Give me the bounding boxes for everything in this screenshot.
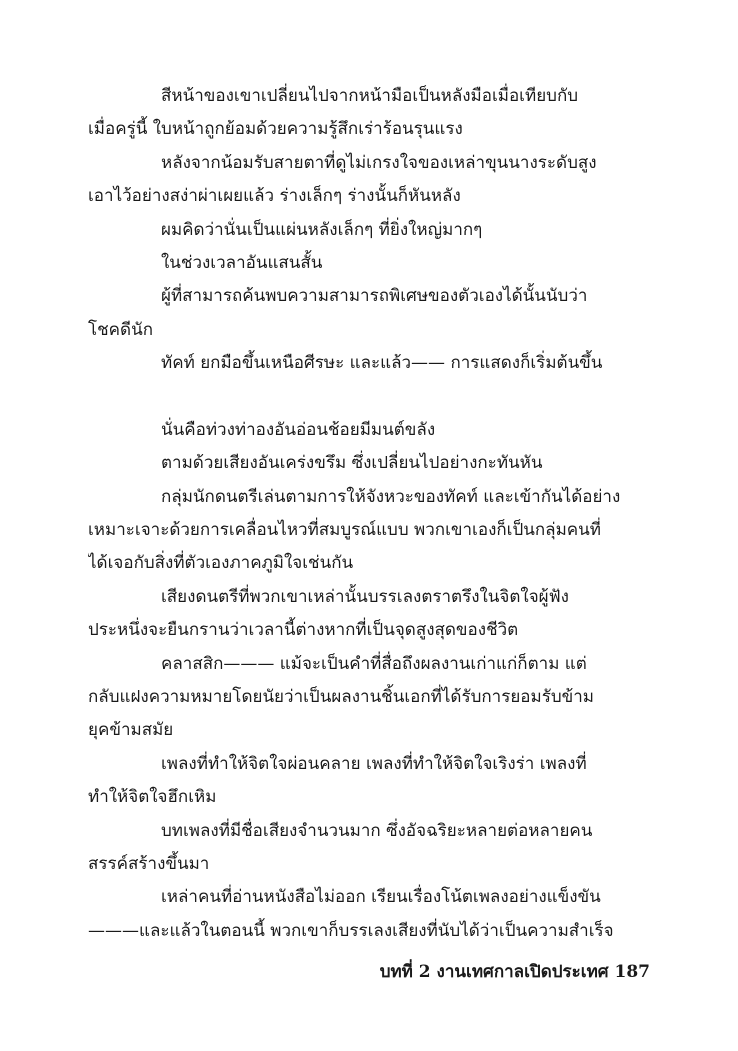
text-line: สรรค์สร้างขึ้นมา — [88, 853, 210, 874]
text-line: เอาไว้อย่างสง่าผ่าเผยแล้ว ร่างเล็กๆ ร่างนั้นก็หันหลัง — [88, 186, 461, 207]
text-line: เสียงดนตรีที่พวกเขาเหล่านั้นบรรเลงตราตรึงในจิตใจผู้ฟัง — [161, 586, 569, 607]
text-line: กลุ่มนักดนตรีเล่นตามการให้จังหวะของทัคท์ และเข้ากันได้อย่าง — [161, 486, 621, 507]
text-line: คลาสสิก——— แม้จะเป็นคำที่สื่อถึงผลงานเก่าแก่ก็ตาม แต่ — [161, 653, 587, 674]
text-line: เมื่อครู่นี้ ใบหน้าถูกย้อมด้วยความรู้สึกเร่าร้อนรุนแรง — [88, 119, 463, 140]
page-footer: บทที่ 2 งานเทศกาลเปิดประเทศ 187 — [379, 962, 650, 982]
page-body — [88, 80, 650, 948]
text-line: ประหนึ่งจะยืนกรานว่าเวลานี้ต่างหากที่เป็นจุดสูงสุดของชีวิต — [88, 620, 519, 641]
text-line: โชคดีนัก — [88, 319, 153, 340]
text-line: ยุคข้ามสมัย — [88, 720, 174, 741]
text-line: ในช่วงเวลาอันแสนสั้น — [161, 252, 323, 273]
text-line: ผู้ที่สามารถค้นพบความสามารถพิเศษของตัวเองได้นั้นนับว่า — [161, 286, 588, 307]
text-line: นั่นคือท่วงท่าองอันอ่อนช้อยมีมนต์ขลัง — [161, 419, 436, 440]
text-line: สีหน้าของเขาเปลี่ยนไปจากหน้ามือเป็นหลังมือเมื่อเทียบกับ — [161, 86, 579, 106]
text-line: ตามด้วยเสียงอันเคร่งขรึม ซึ่งเปลี่ยนไปอย่างกะทันหัน — [161, 453, 543, 474]
blank-line — [88, 381, 650, 414]
text-line: ทำให้จิตใจฮึกเหิม — [88, 787, 217, 808]
text-line: กลับแฝงความหมายโดยนัยว่าเป็นผลงานชิ้นเอกที่ได้รับการยอมรับข้าม — [88, 687, 595, 708]
text-line: ได้เจอกับสิ่งที่ตัวเองภาคภูมิใจเช่นกัน — [88, 553, 354, 574]
text-line: หลังจากน้อมรับสายตาที่ดูไม่เกรงใจของเหล่าขุนนางระดับสูง — [161, 152, 597, 173]
text-line: เพลงที่ทำให้จิตใจผ่อนคลาย เพลงที่ทำให้จิตใจเริงร่า เพลงที่ — [161, 753, 587, 774]
text-line: ผมคิดว่านั่นเป็นแผ่นหลังเล็กๆ ที่ยิ่งใหญ่มากๆ — [161, 219, 483, 240]
text-line: ———และแล้วในตอนนี้ พวกเขาก็บรรเลงเสียงที่นับได้ว่าเป็นความสำเร็จ — [88, 920, 614, 941]
text-line: บทเพลงที่มีชื่อเสียงจำนวนมาก ซึ่งอัจฉริยะหลายต่อหลายคน — [161, 820, 593, 841]
text-line: เหล่าคนที่อ่านหนังสือไม่ออก เรียนเรื่องโน้ตเพลงอย่างแข็งขัน — [161, 887, 601, 908]
text-line: เหมาะเจาะด้วยการเคลื่อนไหวที่สมบูรณ์แบบ พวกเขาเองก็เป็นกลุ่มคนที่ — [88, 520, 601, 541]
text-line: ทัคท์ ยกมือขึ้นเหนือศีรษะ และแล้ว—— การแสดงก็เริ่มต้นขึ้น — [161, 353, 603, 374]
